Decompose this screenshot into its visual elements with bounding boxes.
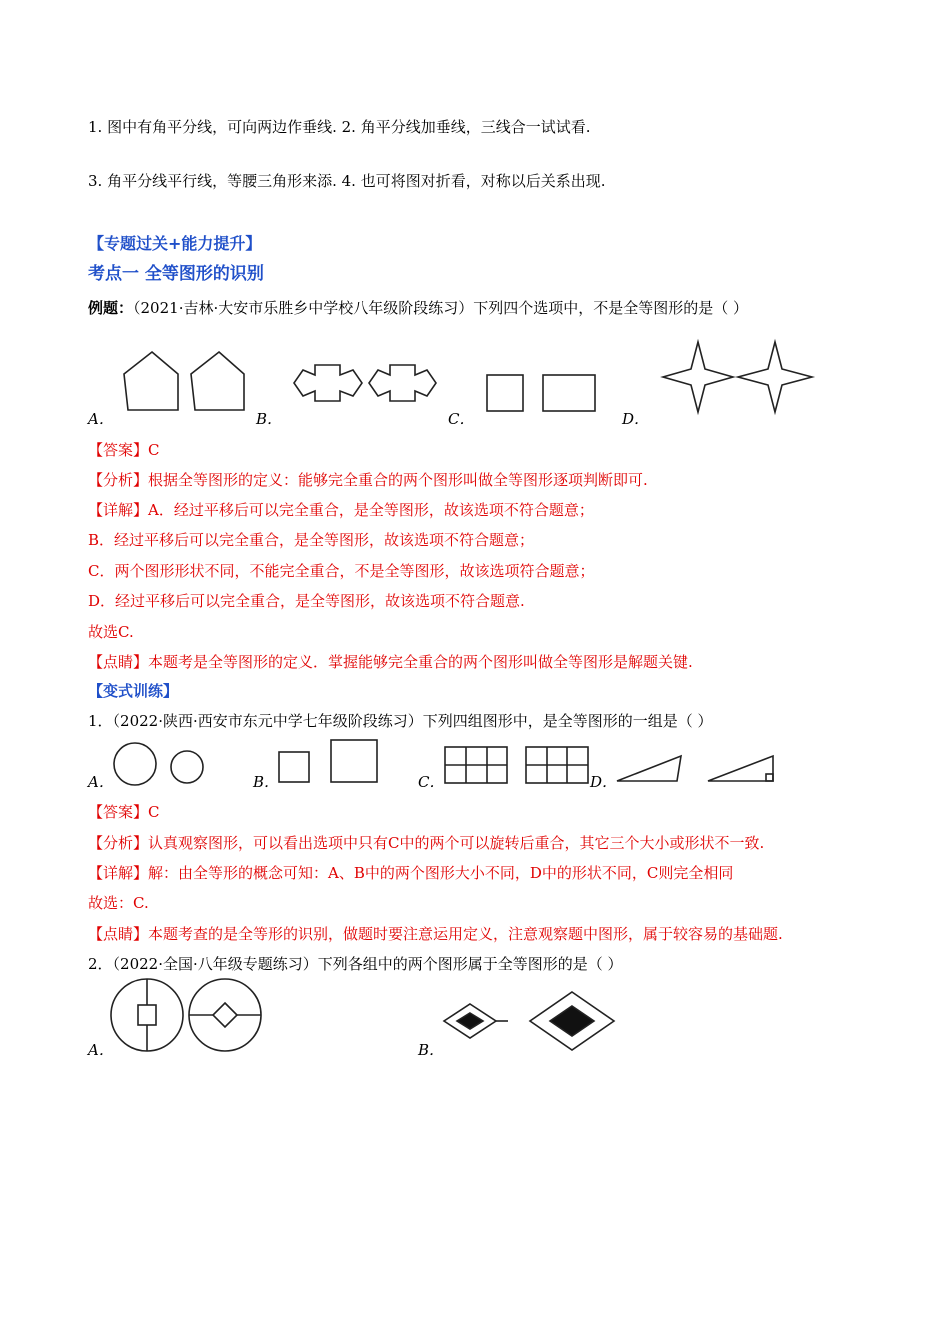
- cross-arrow-shape: [369, 365, 436, 401]
- star-shape: [663, 342, 733, 412]
- example-option-a: A．: [88, 410, 114, 428]
- example-option-c: C．: [448, 410, 475, 428]
- example-label: 例题：: [88, 299, 134, 317]
- tip-line-1: 1. 图中有角平分线，可向两边作垂线. 2. 角平分线加垂线，三线合一试试看.: [88, 118, 591, 136]
- q1-option-a: A．: [88, 773, 114, 791]
- q1-comment: 【点睛】本题考查的是全等形的识别，做题时要注意运用定义，注意观察题中图形，属于较容易的基础题.: [88, 925, 783, 943]
- example-question-text: （2021·吉林·大安市乐胜乡中学校八年级阶段练习）下列四个选项中，不是全等图形的是（ ）: [133, 299, 748, 317]
- q2-option-b: B．: [418, 1041, 445, 1059]
- example-comment: 【点睛】本题考是全等图形的定义．掌握能够完全重合的两个图形叫做全等图形是解题关键.: [88, 653, 693, 671]
- q2-option-a: A．: [88, 1041, 114, 1059]
- q1-analysis: 【分析】认真观察图形，可以看出选项中只有C中的两个可以旋转后重合，其它三个大小或形状不一致.: [88, 834, 765, 852]
- circle-shape: [171, 751, 203, 783]
- example-detail-1: 【详解】A．经过平移后可以完全重合，是全等图形，故该选项不符合题意；: [88, 501, 594, 519]
- example-analysis: 【分析】根据全等图形的定义：能够完全重合的两个图形叫做全等图形逐项判断即可.: [88, 471, 648, 489]
- example-detail-4: D．经过平移后可以完全重合，是全等图形，故该选项不符合题意.: [88, 592, 525, 610]
- triangle-shape: [617, 756, 681, 781]
- q1-option-b: B．: [253, 773, 280, 791]
- example-detail-2: B．经过平移后可以完全重合，是全等图形，故该选项不符合题意；: [88, 531, 535, 549]
- star-shape: [738, 342, 812, 412]
- example-detail-3: C．两个图形形状不同，不能完全重合，不是全等图形，故该选项符合题意；: [88, 562, 595, 580]
- square-shape: [331, 740, 377, 782]
- triangle-shape: [708, 756, 773, 781]
- circle-shape: [114, 743, 156, 785]
- q2-question: 2．（2022·全国·八年级专题练习）下列各组中的两个图形属于全等图形的是（ ）: [88, 955, 623, 973]
- practice-heading: 【变式训练】: [88, 682, 179, 700]
- q1-question: 1．（2022·陕西·西安市东元中学七年级阶段练习）下列四组图形中，是全等图形的一组是（ ）: [88, 712, 713, 730]
- topic-heading: 考点一 全等图形的识别: [88, 264, 264, 284]
- q1-detail: 【详解】解：由全等形的概念可知：A、B中的两个图形大小不同，D中的形状不同，C则完全相同: [88, 864, 734, 882]
- q1-option-d: D．: [590, 773, 618, 791]
- tip-line-2: 3. 角平分线平行线，等腰三角形来添. 4. 也可将图对折看，对称以后关系出现.: [88, 172, 606, 190]
- square-shape: [279, 752, 309, 782]
- q1-answer: 【答案】C: [88, 803, 160, 821]
- example-option-d: D．: [622, 410, 650, 428]
- section-heading: 【专题过关+能力提升】: [88, 234, 262, 253]
- pentagon-shape: [191, 352, 244, 410]
- cross-arrow-shape: [294, 365, 362, 401]
- q1-conclusion: 故选：C.: [88, 894, 149, 912]
- rectangle-shape: [543, 375, 595, 411]
- example-conclusion: 故选C.: [88, 623, 134, 641]
- square-shape: [487, 375, 523, 411]
- example-option-b: B．: [256, 410, 283, 428]
- q1-option-c: C．: [418, 773, 445, 791]
- example-answer: 【答案】C: [88, 441, 160, 459]
- pentagon-shape: [124, 352, 178, 410]
